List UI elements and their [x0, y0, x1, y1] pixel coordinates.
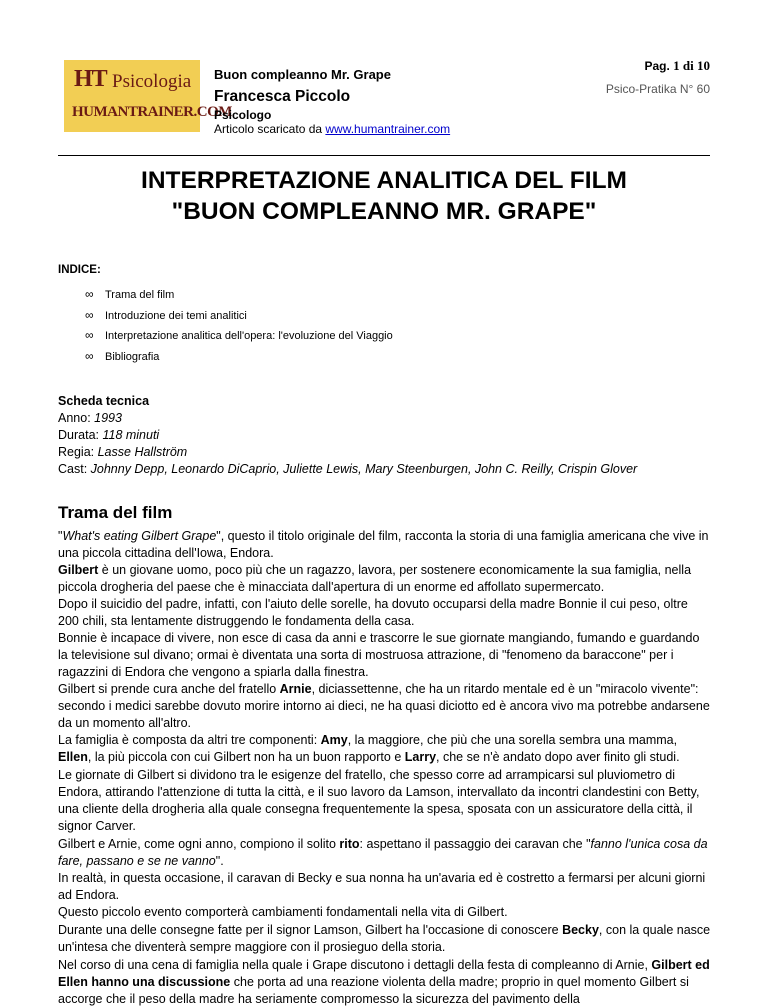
year-row: Anno: 1993: [58, 411, 122, 425]
logo-site: HUMANTRAINER.COM: [72, 104, 232, 120]
paragraph: Bonnie è incapace di vivere, non esce di casa da anni e trascorre le sue giornate mangiando, fumando e guardando la televisione sul divano; ormai è diventata una sorta di mostruosa attrazione, di "fenomeno da baraccone" per i ragazzini di Endora che vengono a spiarla dalla finestra.: [58, 631, 700, 679]
year-value: 1993: [94, 411, 122, 425]
index-item[interactable]: [85, 285, 712, 306]
paragraph: Le giornate di Gilbert si dividono tra le esigenze del fratello, che spesso corre ad arrampicarsi sul pluviometro di Endora, attirando l'attenzione di tutta la città, e il suo lavoro da Lamson, intervallato da incontri clandestini con Betty, una cliente della drogheria alla quale consegna frequentemente la spesa, sposata con un assicuratore della città, il signor Carver.: [58, 768, 700, 833]
cast-value: Johnny Depp, Leonardo DiCaprio, Juliette Lewis, Mary Steenburgen, John C. Reilly, Crispin Glover: [90, 462, 638, 476]
title-line-1: INTERPRETAZIONE ANALITICA DEL FILM: [141, 167, 627, 194]
index-item[interactable]: [85, 306, 712, 327]
infinity-bullet-icon: ∞: [85, 287, 94, 301]
humantrainer-logo: [64, 60, 232, 132]
page-label: Pag.: [644, 59, 670, 73]
section-title-trama: Trama del film: [58, 503, 173, 522]
header-role: Psicologo: [214, 108, 272, 122]
infinity-bullet-icon: ∞: [85, 307, 94, 322]
paragraph: Questo piccolo evento comporterà cambiamenti fondamentali nella vita di Gilbert.: [58, 905, 508, 919]
director-row: Regia: Lasse Hallström: [58, 445, 188, 459]
director-value: Lasse Hallström: [97, 445, 188, 459]
duration-row: Durata: 118 minuti: [58, 428, 160, 442]
index-item[interactable]: [85, 347, 712, 368]
source-link[interactable]: www.humantrainer.com: [325, 122, 451, 136]
index-list: [58, 285, 712, 367]
document-body: [58, 262, 712, 1008]
technical-sheet: [58, 393, 712, 478]
paragraph: In realtà, in questa occasione, il caravan di Becky e sua nonna ha un'avaria ed è costretto a fermarsi per alcuni giorni ad Endora.: [58, 871, 706, 902]
cast-row: Cast: Johnny Depp, Leonardo DiCaprio, Juliette Lewis, Mary Steenburgen, John C. Reilly, Crispin Glover: [58, 462, 638, 476]
paragraph: "What's eating Gilbert Grape", questo il titolo originale del film, racconta la storia di una famiglia americana che vive in una piccola cittadina dell'Iowa, Endora.: [58, 529, 709, 560]
paragraph: Nel corso di una cena di famiglia nella quale i Grape discutono i dettagli della festa di compleanno di Arnie, Gilbert ed Ellen hanno una discussione che porta ad una reazione violenta della madre; proprio in quel momento Gilbert si accorge che il peso della madre ha seriamente compromesso la sicurezza del pavimento della: [58, 958, 710, 1006]
technical-sheet-label: Scheda tecnica: [58, 394, 150, 408]
index-item-label: Interpretazione analitica dell'opera: l'evoluzione del Viaggio: [105, 330, 393, 342]
logo-ht: HT: [74, 66, 107, 92]
series-number: Psico-Pratika N° 60: [605, 82, 710, 96]
infinity-bullet-icon: ∞: [85, 328, 94, 342]
duration-value: 118 minuti: [102, 428, 160, 442]
paragraph: Durante una delle consegne fatte per il signor Lamson, Gilbert ha l'occasione di conoscere Becky, con la quale nasce un'intesa che diventerà sempre maggiore con il prosieguo della storia.: [58, 923, 711, 954]
header-doc-title: Buon compleanno Mr. Grape: [214, 67, 391, 82]
index-item-label: Bibliografia: [105, 350, 160, 363]
header-source: [214, 122, 450, 136]
paragraph: Dopo il suicidio del padre, infatti, con l'aiuto delle sorelle, ha dovuto occuparsi della madre Bonnie il cui peso, oltre 200 chili, sta lentamente distruggendo le fondamenta della casa.: [58, 597, 688, 628]
trama-text: [58, 528, 712, 1008]
header-author: Francesca Piccolo: [214, 88, 351, 105]
title-line-2: "BUON COMPLEANNO MR. GRAPE": [171, 198, 597, 225]
index-item[interactable]: [85, 326, 712, 347]
index-item-label: Introduzione dei temi analitici: [105, 309, 247, 322]
source-prefix: Articolo scaricato da: [214, 122, 326, 136]
index-label: INDICE:: [58, 264, 101, 276]
paragraph: Gilbert si prende cura anche del fratello Arnie, diciassettenne, che ha un ritardo mentale ed è un "miracolo vivente": secondo i medici sarebbe dovuto morire intorno ai dieci, ne ha quasi diciotto ed è ancora vivo ma potrebbe andarsene da un momento all'altro.: [58, 682, 710, 730]
paragraph: Gilbert è un giovane uomo, poco più che un ragazzo, lavora, per sostenere economicamente la sua famiglia, nella piccola drogheria del paese che è minacciata dall'apertura di un enorme ed affollato supermercato.: [58, 563, 692, 594]
index-item-label: Trama del film: [105, 289, 175, 301]
header-divider: [58, 155, 710, 156]
infinity-bullet-icon: ∞: [85, 348, 94, 363]
logo-psicologia: Psicologia: [112, 71, 192, 92]
page-number: 1 di 10: [673, 58, 710, 73]
page-title: [58, 165, 710, 227]
paragraph: La famiglia è composta da altri tre componenti: Amy, la maggiore, che più che una sorella sembra una mamma, Ellen, la più piccola con cui Gilbert non ha un buon rapporto e Larry, che se n'è andato dopo aver finito gli studi.: [58, 733, 680, 764]
paragraph: Gilbert e Arnie, come ogni anno, compiono il solito rito: aspettano il passaggio dei caravan che "fanno l'unica cosa da fare, passano e se ne vanno".: [58, 837, 708, 868]
page-indicator: [644, 58, 710, 74]
